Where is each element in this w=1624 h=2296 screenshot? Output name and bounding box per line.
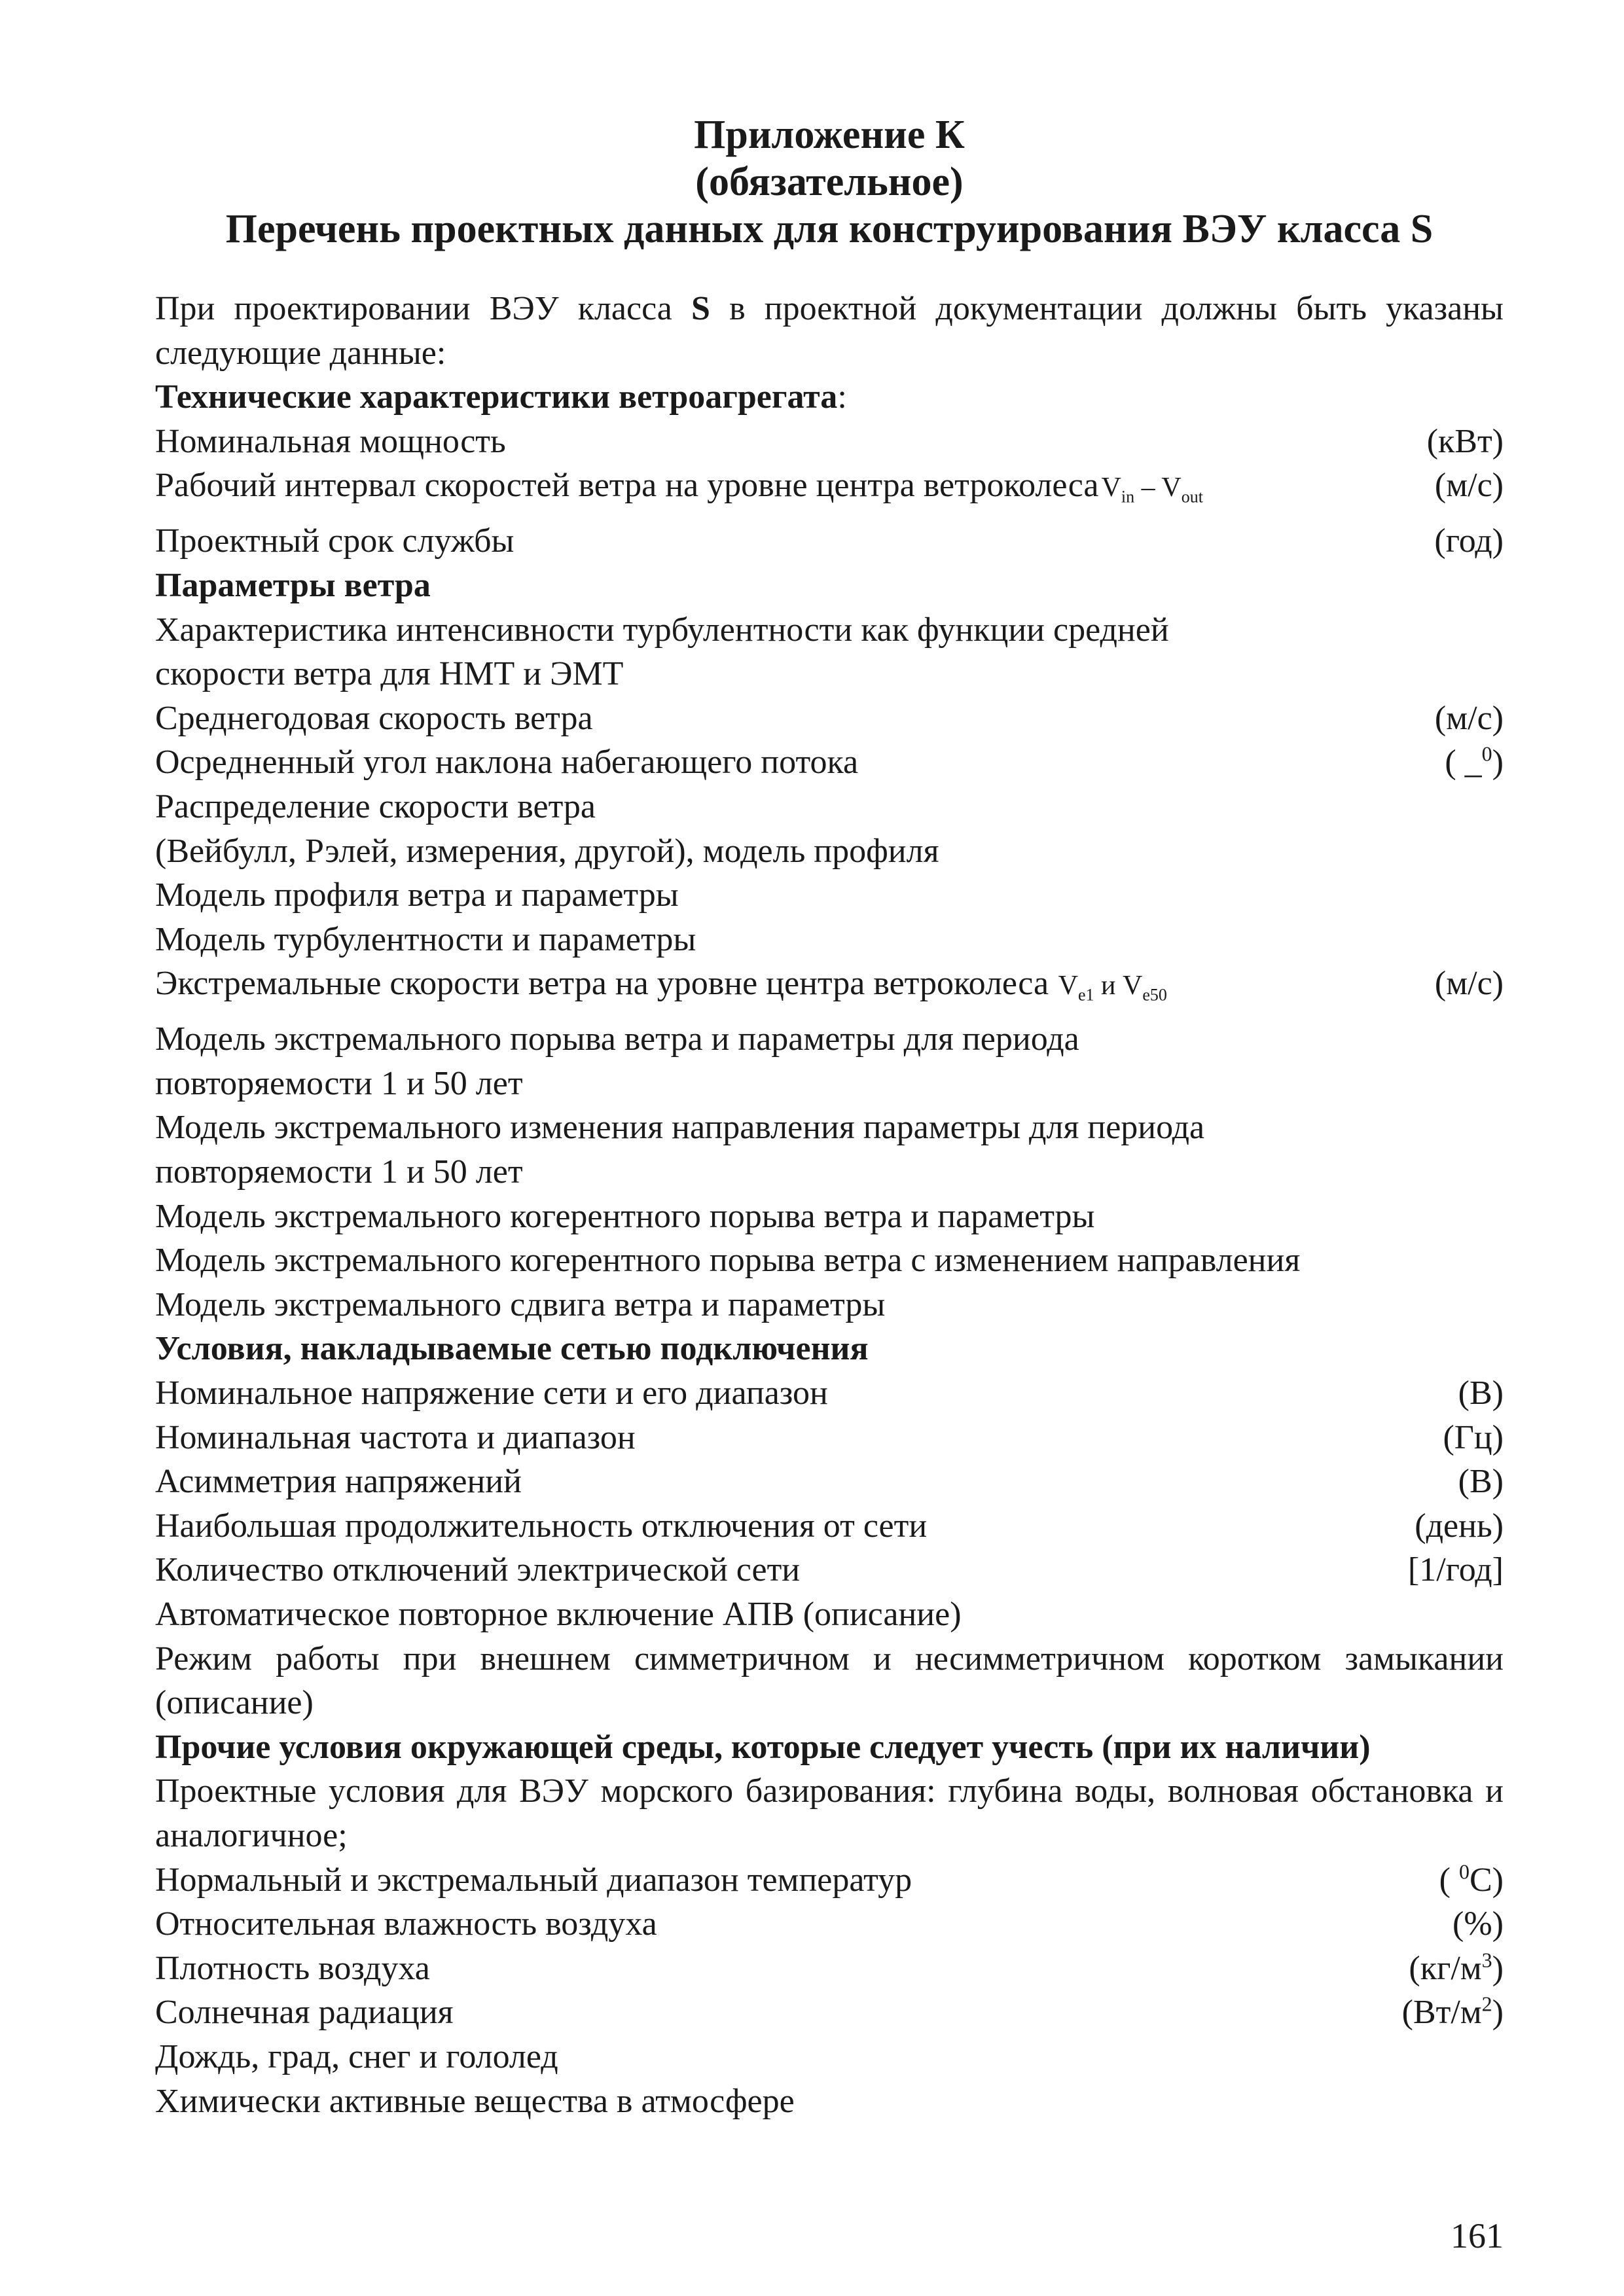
row-temperature-range: Нормальный и экстремальный диапазон температур ( $^0$С) [155, 1859, 1504, 1899]
row-operating-wind-range: Рабочий интервал скоростей ветра на уровне центра ветроколесаV$_{in}$ – $V_{out}$ (м/с) [155, 467, 1504, 507]
wind-distribution-line2: (Вейбулл, Рэлей, измерения, другой), модель профиля [155, 832, 939, 870]
chemical-substances: Химически активные вещества в атмосфере [155, 2082, 795, 2120]
turbulence-model: Модель турбулентности и параметры [155, 920, 696, 958]
row-grid-frequency: Номинальная частота и диапазон (Гц) [155, 1418, 1504, 1456]
wind-shear-model: Модель экстремального сдвига ветра и параметры [155, 1285, 886, 1323]
section-heading-grid: Условия, накладываемые сетью подключения [155, 1330, 869, 1368]
row-extreme-wind-speeds: Экстремальные скорости ветра на уровне центра ветроколеса $V_{e1}$ и $V_{e50}$ (м/с) [155, 965, 1504, 1005]
document-page [155, 111, 1504, 2123]
row-voltage-asymmetry: Асимметрия напряжений (В) [155, 1463, 1504, 1501]
document-body [155, 287, 1504, 2123]
appendix-subject: Перечень проектных данных для конструирования ВЭУ класса S [225, 207, 1434, 251]
extreme-direction-change-line1: Модель экстремального изменения направления параметры для периода [155, 1109, 1205, 1147]
appendix-status: (обязательное) [695, 160, 964, 204]
row-inflow-angle: Осредненный угол наклона набегающего потока ( _$^0$) [155, 742, 1504, 781]
row-grid-voltage: Номинальное напряжение сети и его диапазон (В) [155, 1374, 1504, 1412]
row-design-lifetime: Проектный срок службы (год) [155, 522, 1504, 560]
coherent-gust-model: Модель экстремального когерентного порыва ветра и параметры [155, 1197, 1095, 1235]
extreme-gust-model-line2: повторяемости 1 и 50 лет [155, 1064, 523, 1102]
coherent-gust-direction-model: Модель экстремального когерентного порыва ветра с изменением направления [155, 1242, 1301, 1280]
auto-reclose: Автоматическое повторное включение АПВ (описание) [155, 1596, 962, 1633]
turbulence-characteristic-line2: скорости ветра для НМТ и ЭМТ [155, 655, 624, 693]
precipitation: Дождь, град, снег и гололед [155, 2037, 558, 2075]
section-heading-environment: Прочие условия окружающей среды, которые следует учесть (при их наличии) [155, 1728, 1371, 1766]
appendix-label: Приложение К [694, 113, 965, 157]
row-mean-wind-speed: Среднегодовая скорость ветра (м/с) [155, 699, 1504, 737]
symbol-vin-vout: $V_{in} - V_{out}$ [1101, 473, 1203, 507]
short-circuit-mode: Режим работы при внешнем симметричном и несимметричном коротком замыкании (описание) [155, 1640, 1504, 1722]
wind-distribution-line1: Распределение скорости ветра [155, 787, 596, 825]
row-solar-radiation: Солнечная радиация $(Вт/м^2)$ [155, 1992, 1504, 2032]
row-relative-humidity: Относительная влажность воздуха (%) [155, 1905, 1504, 1943]
extreme-direction-change-line2: повторяемости 1 и 50 лет [155, 1153, 523, 1191]
row-rated-power: Номинальная мощность (кВт) [155, 422, 1504, 460]
extreme-gust-model-line1: Модель экстремального порыва ветра и параметры для периода [155, 1020, 1079, 1058]
row-max-outage-duration: Наибольшая продолжительность отключения от сети (день) [155, 1507, 1504, 1545]
turbulence-characteristic-line1: Характеристика интенсивности турбулентности как функции средней [155, 611, 1169, 649]
row-air-density: Плотность воздуха $(кг/м^3)$ [155, 1948, 1504, 1987]
symbol-ve1-ve50: $V_{e1}$ и $V_{e50}$ [1058, 971, 1167, 1005]
page-number: 161 [1451, 2216, 1504, 2255]
row-outage-count: Количество отключений электрической сети [1/год] [155, 1551, 1504, 1589]
appendix-title [155, 111, 1504, 253]
section-heading-technical: Технические характеристики ветроагрегата: [155, 378, 847, 416]
wind-profile-model: Модель профиля ветра и параметры [155, 876, 679, 914]
intro-paragraph: При проектировании ВЭУ класса S в проектной документации должны быть указаны следующие данные: [155, 290, 1504, 372]
section-heading-wind: Параметры ветра [155, 566, 431, 604]
offshore-conditions: Проектные условия для ВЭУ морского базирования: глубина воды, волновая обстановка и аналогичное; [155, 1772, 1504, 1854]
